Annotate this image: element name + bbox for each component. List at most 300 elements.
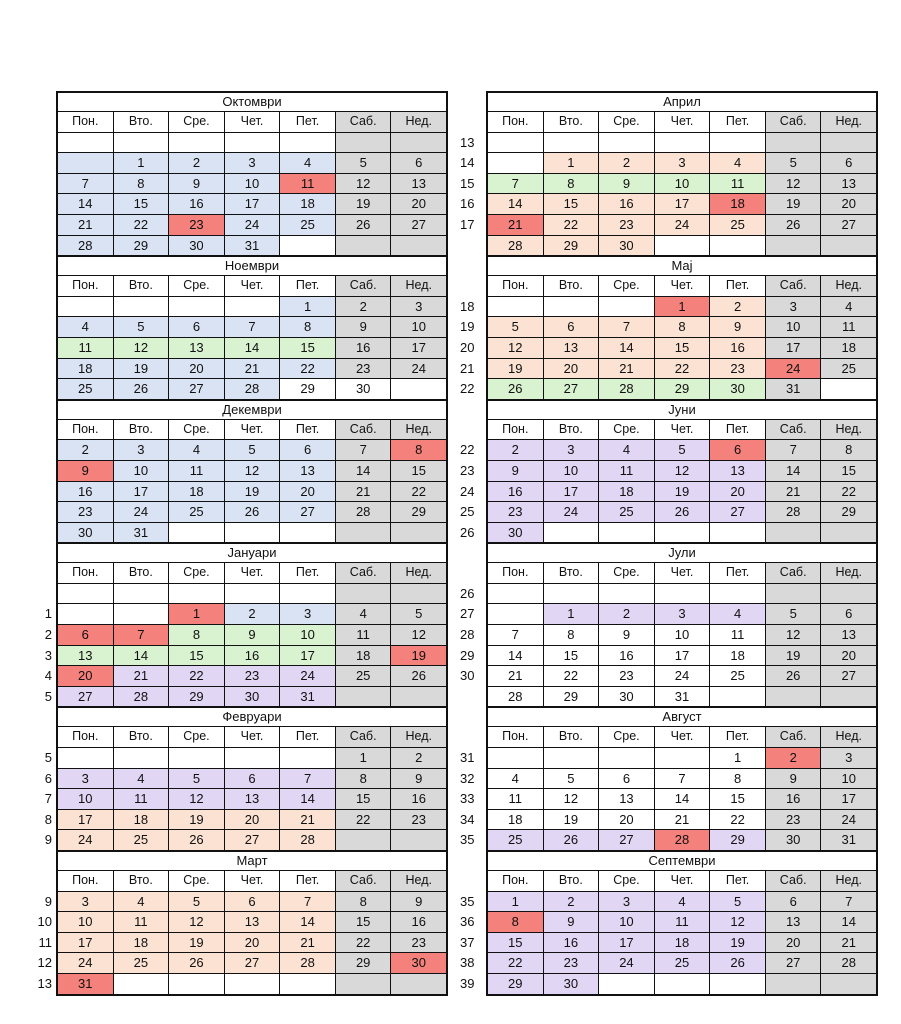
week-row — [44, 892, 446, 913]
day-cell: 8 — [544, 174, 600, 194]
day-cell: 7 — [336, 440, 392, 460]
week-number: 23 — [460, 462, 475, 478]
weekday-header: Чет. — [225, 871, 281, 891]
week-number: 22 — [460, 381, 475, 397]
day-cell — [488, 133, 544, 153]
day-cell — [169, 748, 225, 768]
day-cell: 12 — [225, 461, 281, 481]
weekday-header: Пет. — [280, 727, 336, 747]
day-cell: 11 — [58, 338, 114, 358]
week-row — [460, 953, 876, 974]
day-cell: 7 — [821, 892, 876, 912]
day-cell: 25 — [710, 215, 766, 235]
day-cell: 8 — [336, 769, 392, 789]
week-number: 3 — [44, 647, 52, 663]
day-cell — [391, 523, 446, 543]
day-cell: 29 — [169, 687, 225, 707]
weekday-header-row — [488, 276, 876, 297]
day-cell: 8 — [821, 440, 876, 460]
week-number: 39 — [460, 975, 475, 991]
day-cell: 15 — [544, 646, 600, 666]
day-cell: 4 — [58, 317, 114, 337]
day-cell: 20 — [766, 933, 822, 953]
day-cell: 10 — [655, 625, 711, 645]
week-row — [58, 440, 446, 461]
day-cell: 9 — [58, 461, 114, 481]
week-row — [460, 482, 876, 503]
day-cell — [391, 379, 446, 399]
day-cell: 7 — [599, 317, 655, 337]
day-cell: 18 — [710, 646, 766, 666]
day-cell: 27 — [766, 953, 822, 973]
weekday-header: Пет. — [710, 276, 766, 296]
day-cell: 8 — [336, 892, 392, 912]
day-cell — [821, 584, 876, 604]
weekday-header: Нед. — [391, 563, 446, 583]
day-cell: 15 — [114, 194, 170, 214]
day-cell: 26 — [114, 379, 170, 399]
day-cell: 22 — [544, 666, 600, 686]
week-row — [460, 215, 876, 236]
day-cell: 31 — [58, 974, 114, 994]
weekday-header: Пет. — [710, 420, 766, 440]
day-cell: 14 — [225, 338, 281, 358]
day-cell: 11 — [710, 174, 766, 194]
week-row — [58, 482, 446, 503]
month-block — [460, 708, 878, 852]
day-cell: 16 — [391, 789, 446, 809]
day-cell: 8 — [280, 317, 336, 337]
day-cell: 6 — [280, 440, 336, 460]
day-cell: 30 — [58, 523, 114, 543]
month-title: Февруари — [58, 708, 446, 727]
day-cell: 23 — [336, 359, 392, 379]
weekday-header: Вто. — [114, 276, 170, 296]
day-cell: 13 — [821, 625, 876, 645]
day-cell: 8 — [169, 625, 225, 645]
day-cell: 28 — [280, 953, 336, 973]
day-cell: 17 — [655, 194, 711, 214]
day-cell: 27 — [169, 379, 225, 399]
week-row — [58, 153, 446, 174]
day-cell: 24 — [821, 810, 876, 830]
day-cell: 7 — [280, 769, 336, 789]
day-cell: 21 — [114, 666, 170, 686]
day-cell — [336, 687, 392, 707]
weekday-header: Пет. — [710, 871, 766, 891]
day-cell — [391, 830, 446, 850]
week-row — [460, 359, 876, 380]
week-number: 15 — [460, 175, 475, 191]
day-cell: 21 — [336, 482, 392, 502]
day-cell — [114, 748, 170, 768]
day-cell — [766, 236, 822, 256]
weekday-header: Нед. — [821, 276, 876, 296]
day-cell — [114, 974, 170, 994]
weekday-header-row — [58, 563, 446, 584]
day-cell: 24 — [544, 502, 600, 522]
week-row — [460, 912, 876, 933]
day-cell: 27 — [599, 830, 655, 850]
day-cell: 22 — [655, 359, 711, 379]
day-cell: 8 — [391, 440, 446, 460]
month-title: Јули — [488, 544, 876, 563]
day-cell: 20 — [58, 666, 114, 686]
day-cell: 31 — [766, 379, 822, 399]
day-cell — [766, 687, 822, 707]
day-cell: 13 — [821, 174, 876, 194]
day-cell: 19 — [169, 933, 225, 953]
day-cell: 24 — [58, 953, 114, 973]
day-cell: 6 — [821, 153, 876, 173]
day-cell: 15 — [710, 789, 766, 809]
week-row — [44, 789, 446, 810]
day-cell — [488, 153, 544, 173]
week-row — [58, 194, 446, 215]
month-title: Март — [58, 852, 446, 871]
day-cell: 9 — [710, 317, 766, 337]
day-cell — [599, 133, 655, 153]
day-cell: 3 — [280, 604, 336, 624]
weekday-header: Нед. — [821, 420, 876, 440]
day-cell: 16 — [169, 194, 225, 214]
month-block — [460, 91, 878, 257]
week-number: 21 — [460, 360, 475, 376]
day-cell: 25 — [280, 215, 336, 235]
week-number: 13 — [460, 134, 475, 150]
day-cell: 12 — [766, 174, 822, 194]
day-cell — [58, 153, 114, 173]
day-cell: 11 — [710, 625, 766, 645]
day-cell: 10 — [599, 912, 655, 932]
weekday-header: Чет. — [655, 727, 711, 747]
week-number: 11 — [38, 934, 52, 950]
week-number: 6 — [44, 770, 52, 786]
month-block — [56, 91, 448, 257]
week-row — [460, 502, 876, 523]
day-cell: 18 — [655, 933, 711, 953]
week-row — [37, 912, 446, 933]
day-cell — [544, 748, 600, 768]
day-cell: 5 — [336, 153, 392, 173]
day-cell: 1 — [488, 892, 544, 912]
day-cell: 2 — [58, 440, 114, 460]
weekday-header: Пет. — [710, 563, 766, 583]
day-cell: 14 — [336, 461, 392, 481]
day-cell: 17 — [391, 338, 446, 358]
weekday-header: Саб. — [766, 420, 822, 440]
day-cell: 25 — [710, 666, 766, 686]
day-cell — [336, 974, 392, 994]
day-cell: 19 — [391, 646, 446, 666]
week-number: 26 — [460, 524, 475, 540]
day-cell: 11 — [336, 625, 392, 645]
day-cell: 4 — [336, 604, 392, 624]
day-cell: 16 — [336, 338, 392, 358]
day-cell: 21 — [766, 482, 822, 502]
day-cell: 22 — [280, 359, 336, 379]
day-cell: 24 — [58, 830, 114, 850]
day-cell: 24 — [225, 215, 281, 235]
weekday-header-row — [58, 871, 446, 892]
week-row — [44, 666, 446, 687]
day-cell: 13 — [710, 461, 766, 481]
day-cell: 5 — [169, 769, 225, 789]
week-number: 35 — [460, 832, 475, 848]
day-cell: 12 — [114, 338, 170, 358]
day-cell — [710, 584, 766, 604]
day-cell: 28 — [280, 830, 336, 850]
day-cell: 14 — [821, 912, 876, 932]
day-cell — [280, 584, 336, 604]
day-cell: 28 — [225, 379, 281, 399]
day-cell: 18 — [599, 482, 655, 502]
weekday-header: Вто. — [544, 727, 600, 747]
day-cell: 5 — [766, 153, 822, 173]
month-block — [460, 401, 878, 545]
day-cell: 11 — [488, 789, 544, 809]
day-cell: 7 — [225, 317, 281, 337]
day-cell: 14 — [488, 194, 544, 214]
day-cell: 2 — [488, 440, 544, 460]
day-cell: 9 — [169, 174, 225, 194]
weekday-header: Саб. — [336, 420, 392, 440]
day-cell: 15 — [391, 461, 446, 481]
week-row — [460, 646, 876, 667]
day-cell: 25 — [655, 953, 711, 973]
day-cell: 10 — [821, 769, 876, 789]
week-row — [460, 810, 876, 831]
week-row — [44, 646, 446, 667]
day-cell: 2 — [599, 153, 655, 173]
day-cell: 14 — [655, 789, 711, 809]
day-cell: 5 — [114, 317, 170, 337]
day-cell: 29 — [280, 379, 336, 399]
day-cell: 8 — [710, 769, 766, 789]
calendar-column-right — [460, 91, 878, 996]
day-cell: 30 — [599, 687, 655, 707]
day-cell: 25 — [336, 666, 392, 686]
day-cell: 28 — [336, 502, 392, 522]
day-cell: 14 — [280, 912, 336, 932]
week-row — [488, 687, 876, 707]
day-cell: 18 — [710, 194, 766, 214]
day-cell: 27 — [544, 379, 600, 399]
weekday-header-row — [488, 563, 876, 584]
day-cell: 30 — [544, 974, 600, 994]
day-cell — [766, 974, 822, 994]
day-cell: 27 — [280, 502, 336, 522]
day-cell: 14 — [488, 646, 544, 666]
day-cell: 22 — [544, 215, 600, 235]
week-number: 37 — [460, 934, 475, 950]
day-cell: 12 — [544, 789, 600, 809]
day-cell — [114, 133, 170, 153]
day-cell — [336, 523, 392, 543]
week-row — [44, 687, 446, 707]
week-row — [460, 933, 876, 954]
day-cell: 4 — [169, 440, 225, 460]
weekday-header: Пон. — [488, 112, 544, 132]
day-cell: 20 — [225, 810, 281, 830]
weekday-header: Саб. — [766, 727, 822, 747]
weekday-header: Чет. — [225, 276, 281, 296]
day-cell: 15 — [336, 789, 392, 809]
day-cell: 29 — [336, 953, 392, 973]
day-cell — [599, 748, 655, 768]
weekday-header: Сре. — [599, 112, 655, 132]
month-block — [44, 544, 448, 708]
day-cell: 15 — [336, 912, 392, 932]
weekday-header: Нед. — [391, 112, 446, 132]
weekday-header: Чет. — [655, 276, 711, 296]
week-row — [460, 892, 876, 913]
month-title: Ноември — [58, 257, 446, 276]
day-cell: 13 — [391, 174, 446, 194]
weekday-header: Сре. — [169, 871, 225, 891]
day-cell: 21 — [488, 215, 544, 235]
day-cell: 3 — [544, 440, 600, 460]
day-cell: 5 — [766, 604, 822, 624]
day-cell — [225, 974, 281, 994]
day-cell: 16 — [544, 933, 600, 953]
day-cell: 23 — [169, 215, 225, 235]
day-cell: 20 — [821, 194, 876, 214]
week-number: 24 — [460, 483, 475, 499]
day-cell: 5 — [544, 769, 600, 789]
weekday-header: Пон. — [488, 727, 544, 747]
day-cell: 20 — [821, 646, 876, 666]
day-cell: 23 — [599, 666, 655, 686]
weekday-header: Пон. — [488, 420, 544, 440]
day-cell: 23 — [710, 359, 766, 379]
week-row — [44, 604, 446, 625]
day-cell: 12 — [710, 912, 766, 932]
day-cell: 8 — [655, 317, 711, 337]
day-cell: 16 — [766, 789, 822, 809]
day-cell: 2 — [710, 297, 766, 317]
day-cell: 21 — [58, 215, 114, 235]
week-number: 17 — [460, 216, 475, 232]
day-cell: 4 — [821, 297, 876, 317]
day-cell: 25 — [821, 359, 876, 379]
day-cell: 12 — [336, 174, 392, 194]
weekday-header: Нед. — [821, 871, 876, 891]
day-cell — [225, 748, 281, 768]
weekday-header: Саб. — [336, 563, 392, 583]
day-cell: 10 — [58, 789, 114, 809]
day-cell: 12 — [391, 625, 446, 645]
day-cell: 23 — [225, 666, 281, 686]
day-cell: 12 — [169, 912, 225, 932]
day-cell: 30 — [391, 953, 446, 973]
weekday-header: Вто. — [544, 563, 600, 583]
day-cell: 1 — [114, 153, 170, 173]
week-row — [44, 810, 446, 831]
day-cell: 15 — [169, 646, 225, 666]
weekday-header-row — [58, 727, 446, 748]
week-number: 30 — [460, 668, 475, 684]
day-cell: 27 — [225, 953, 281, 973]
day-cell — [336, 584, 392, 604]
weekday-header: Пон. — [58, 276, 114, 296]
day-cell: 3 — [599, 892, 655, 912]
day-cell: 19 — [710, 933, 766, 953]
day-cell: 15 — [280, 338, 336, 358]
day-cell — [169, 133, 225, 153]
week-row — [460, 317, 876, 338]
day-cell — [58, 748, 114, 768]
weekday-header: Саб. — [766, 871, 822, 891]
day-cell: 3 — [821, 748, 876, 768]
day-cell: 3 — [225, 153, 281, 173]
day-cell — [280, 133, 336, 153]
day-cell — [710, 133, 766, 153]
weekday-header: Саб. — [766, 563, 822, 583]
day-cell: 30 — [488, 523, 544, 543]
weekday-header: Саб. — [336, 727, 392, 747]
day-cell: 13 — [280, 461, 336, 481]
day-cell: 5 — [655, 440, 711, 460]
day-cell: 6 — [766, 892, 822, 912]
day-cell: 31 — [655, 687, 711, 707]
day-cell: 20 — [710, 482, 766, 502]
day-cell: 17 — [599, 933, 655, 953]
day-cell: 26 — [336, 215, 392, 235]
day-cell: 22 — [488, 953, 544, 973]
week-row — [58, 523, 446, 543]
day-cell: 13 — [766, 912, 822, 932]
day-cell — [655, 748, 711, 768]
week-row — [58, 502, 446, 523]
day-cell: 24 — [599, 953, 655, 973]
weekday-header: Вто. — [544, 276, 600, 296]
day-cell: 30 — [336, 379, 392, 399]
weekday-header: Сре. — [169, 420, 225, 440]
weekday-header: Чет. — [225, 420, 281, 440]
day-cell: 26 — [766, 666, 822, 686]
day-cell: 22 — [821, 482, 876, 502]
day-cell — [821, 236, 876, 256]
week-number: 9 — [44, 893, 52, 909]
day-cell: 23 — [544, 953, 600, 973]
week-row — [460, 338, 876, 359]
month-block — [56, 257, 448, 401]
day-cell: 14 — [766, 461, 822, 481]
day-cell: 18 — [169, 482, 225, 502]
week-row — [44, 748, 446, 769]
day-cell: 26 — [169, 953, 225, 973]
day-cell: 21 — [655, 810, 711, 830]
weekday-header: Нед. — [391, 727, 446, 747]
weekday-header: Пон. — [58, 727, 114, 747]
day-cell: 20 — [225, 933, 281, 953]
day-cell: 27 — [58, 687, 114, 707]
weekday-header: Нед. — [821, 727, 876, 747]
week-number: 10 — [37, 914, 52, 930]
day-cell: 22 — [710, 810, 766, 830]
day-cell: 21 — [280, 933, 336, 953]
week-number: 19 — [460, 319, 475, 335]
weekday-header: Пон. — [58, 420, 114, 440]
day-cell: 22 — [336, 933, 392, 953]
day-cell — [58, 133, 114, 153]
week-row — [58, 174, 446, 195]
day-cell: 4 — [655, 892, 711, 912]
day-cell — [280, 236, 336, 256]
month-title: Септември — [488, 852, 876, 871]
weekday-header: Пет. — [710, 112, 766, 132]
